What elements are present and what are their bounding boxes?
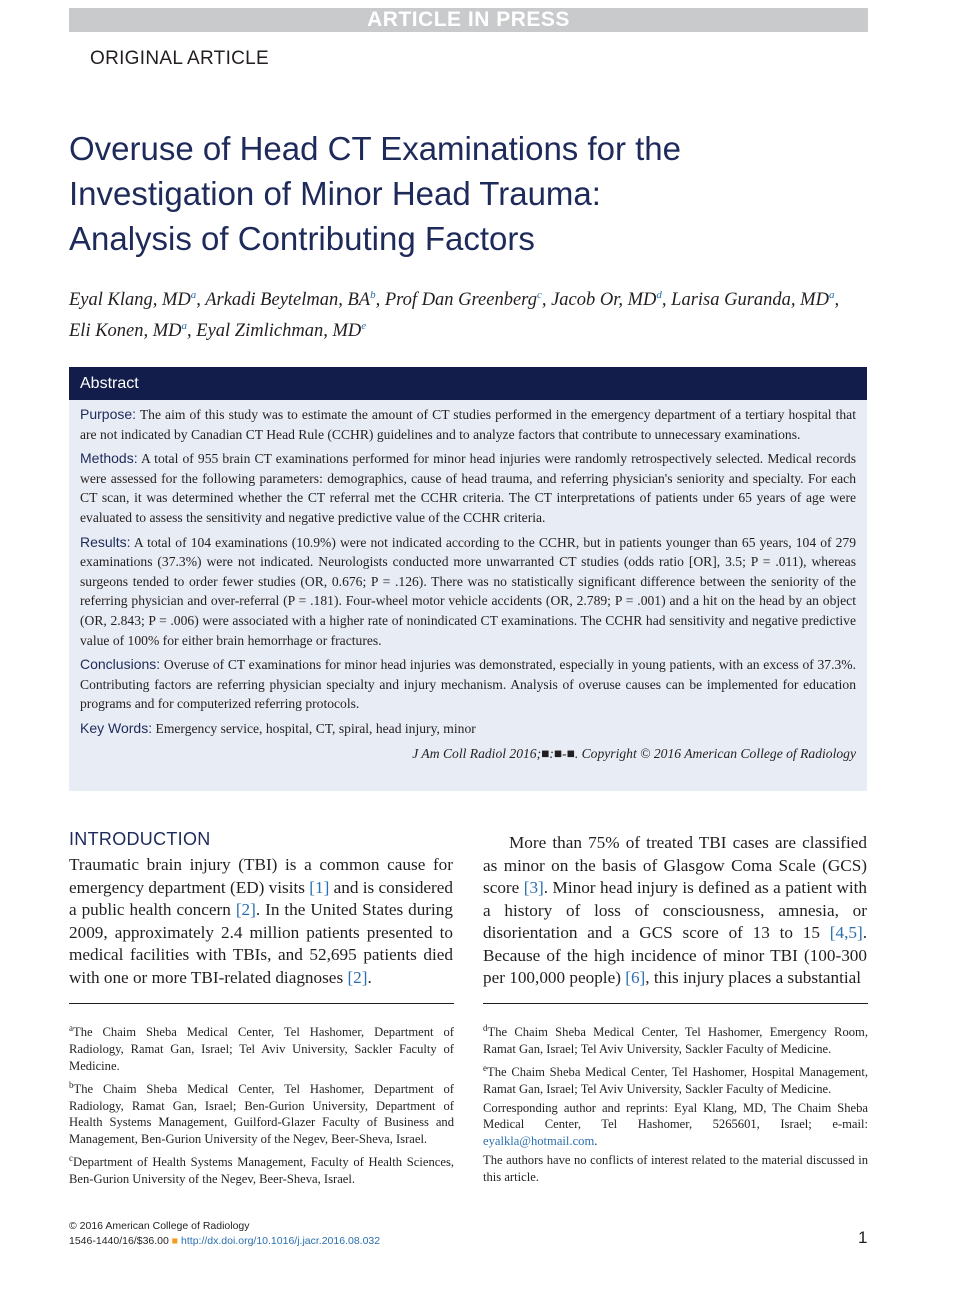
affiliation-mark[interactable]: d: [656, 289, 662, 301]
intro-left-column: [69, 854, 453, 989]
affiliation-footnote: $^a$The Chaim Sheba Medical Center, Tel Hashomer, Department of Radiology, Ramat Gan, Israel; Tel Aviv University, Sackler Faculty of Medicine.: [69, 1023, 454, 1073]
corresponding-author: [483, 1100, 868, 1150]
author-name: Eyal Zimlichman, MD: [196, 321, 362, 342]
methods-label: Methods:: [80, 450, 138, 467]
intro-right-column: [483, 832, 867, 990]
body-text: More than 75% of treated TBI cases are classified as minor on the basis of Glasgow Coma Scale (GCS) score: [483, 833, 867, 897]
author-list: Eyal Klang, $MD^a$, Arkadi Beytelman, $BA^b$, Prof Dan Greenberg$^c$, Jacob Or, $MD^d$, Larisa Guranda, $MD^a$, Eli Konen, $MD^a$, Eyal Zimlichman, MDe: [69, 289, 840, 342]
author-name: Eli Konen, MD: [69, 321, 182, 342]
copyright-notice: © 2016 American College of Radiology: [69, 1220, 250, 1232]
affiliation-mark[interactable]: a: [181, 320, 188, 333]
article-title: [69, 126, 869, 261]
footnote-text: The Chaim Sheba Medical Center, Tel Hashomer, Hospital Management, Ramat Gan, Israel; Tel Aviv University, Sackler Faculty of Medicine.: [483, 1064, 868, 1096]
methods-text: A total of 955 brain CT examinations performed for minor head injuries were randomly retrospectively selected. Medical records were assessed for the following parameters: demographics, cause of head trauma, and referring physician's seniority and specialty. For each CT scan, it was determined whether the CT referral met the CCHR criteria. The CT interpretations of patients under 65 years of age were evaluated to assess the sensitivity and negative predictive value of the CCHR criteria.: [80, 451, 857, 525]
footnote-divider: [69, 1003, 454, 1004]
body-text: . Because of the high incidence of minor TBI (100-300 per 100,000 people): [483, 923, 867, 987]
introduction-heading: INTRODUCTION: [69, 829, 211, 849]
issn: 1546-1440/16/$36.00: [69, 1235, 169, 1247]
body-text: . Minor head injury is defined as a patient with a history of loss of consciousness, amnesia, or disorientation and a GCS score of 13 to 15: [483, 878, 867, 942]
footnote-text: The Chaim Sheba Medical Center, Tel Hashomer, Department of Radiology, Ramat Gan, Israel; Tel Aviv University, Sackler Faculty of Medicine.: [69, 1025, 454, 1073]
footnote-divider: [483, 1003, 868, 1004]
abstract-keywords: [80, 719, 856, 739]
results-text: A total of 104 examinations (10.9%) were not indicated according to the CCHR, but in patients younger than 65 years, 104 of 279 examinations (37.3%) were not indicated. Neurologists conducted more unwarranted CT studies (odds ratio [OR], 3.5; P = .011), whereas surgeons tended to order fewer studies (OR, 0.676; P = .126). There was no statistically significant difference between the seniority of the referring physician and over-referral (P = .181). Four-wheel motor vehicle accidents (OR, 2.789; P = .001) and a hit on the head by an object (OR, 2.843; P = .006) were associated with a higher rate of nonindicated CT examinations. The CCHR had sensitivity and negative predictive value of 100% for either brain hemorrhage or fractures.: [80, 534, 856, 648]
abstract-box: [69, 367, 867, 791]
footnote-text: Corresponding author and reprints: Eyal Klang, MD, The Chaim Sheba Medical Center, Tel Hashomer, 5265601, Israel; e-mail:: [483, 1100, 868, 1132]
abstract-body: [69, 400, 867, 763]
abstract-methods: [80, 449, 856, 527]
affiliation-mark[interactable]: a: [828, 289, 835, 301]
purpose-text: The aim of this study was to estimate the amount of CT studies performed in the emergency department of a tertiary hospital that are not indicated by Canadian CT Head Rule (CCHR) guidelines and to analyze factors that contribute to unnecessary examinations.: [80, 407, 856, 442]
title-line: Investigation of Minor Head Trauma:: [69, 175, 601, 212]
keywords-label: Key Words:: [80, 719, 153, 736]
footnotes-right: [483, 1020, 868, 1188]
author-name: Larisa Guranda, MD: [671, 290, 829, 311]
reference-link[interactable]: [1]: [309, 877, 330, 897]
page-footer: [69, 1219, 380, 1249]
abstract-purpose: [80, 405, 856, 444]
reference-link[interactable]: [2]: [235, 900, 256, 919]
body-text: . In the United States during 2009, approximately 2.4 million patients presented to medical facilities with TBIs, and 52,695 patients died with one or more TBI-related diagnoses: [69, 900, 453, 987]
footnote-text: Department of Health Systems Management, Faculty of Health Sciences, Ben-Gurion University of the Negev, Beer-Sheva, Israel.: [69, 1155, 454, 1186]
abstract-results: [80, 533, 856, 651]
affiliation-mark[interactable]: a: [190, 289, 197, 301]
affiliation-footnote: $^e$The Chaim Sheba Medical Center, Tel Hashomer, Hospital Management, Ramat Gan, Israel; Tel Aviv University, Sackler Faculty of Medicine.: [483, 1062, 868, 1096]
affiliation-mark[interactable]: e: [361, 320, 367, 333]
abstract-heading: Abstract: [69, 367, 867, 400]
reference-link[interactable]: [2]: [347, 967, 368, 987]
author-name: Jacob Or, MD: [551, 290, 657, 311]
reference-link[interactable]: [4,5]: [829, 923, 863, 942]
email-link[interactable]: eyalkla@hotmail.com: [483, 1134, 595, 1149]
purpose-label: Purpose:: [80, 406, 137, 422]
doi-link[interactable]: http://dx.doi.org/10.1016/j.jacr.2016.08.032: [181, 1235, 381, 1247]
body-text: Traumatic brain injury (TBI) is a common cause for emergency department (ED) visits: [69, 855, 453, 897]
reference-link[interactable]: [3]: [523, 878, 544, 897]
title-line: Analysis of Contributing Factors: [69, 220, 535, 257]
results-label: Results:: [80, 533, 131, 550]
reference-link[interactable]: [6]: [625, 968, 646, 987]
body-text: and is considered a public health concern: [69, 877, 454, 919]
intro-paragraph: [69, 854, 453, 989]
author-name: Prof Dan Greenberg: [384, 290, 537, 311]
intro-paragraph: [483, 832, 867, 990]
footnotes-left: [69, 1020, 454, 1190]
journal-citation: J Am Coll Radiol 2016;■:■-■. Copyright © 2016 American College of Radiology: [412, 745, 856, 761]
author-name: Eyal Klang, MD: [69, 290, 191, 311]
conclusions-text: Overuse of CT examinations for minor head injuries was demonstrated, especially in young patients, with an excess of 37.3%. Contributing factors are referring physician specialty and injury mechanism. Analysis of overuse causes can be implemented for education programs and for computerized referring protocols.: [80, 657, 856, 712]
affiliation-footnote: $^b$The Chaim Sheba Medical Center, Tel Hashomer, Department of Radiology, Ramat Gan, Israel; Ben-Gurion University, Department of Health Systems Management, Guilford-Glazer Faculty of Business and Management, Ben-Gurion University of the Negev, Beer-Sheva, Israel.: [69, 1079, 454, 1147]
title-line: Overuse of Head CT Examinations for the: [69, 130, 682, 167]
author-name: Arkadi Beytelman, BA: [205, 290, 371, 311]
footnote-text: .: [594, 1134, 598, 1149]
page-number: 1: [858, 1228, 868, 1247]
issn-doi-line: [69, 1234, 380, 1249]
affiliation-mark[interactable]: c: [536, 289, 542, 301]
keywords-text: Emergency service, hospital, CT, spiral, head injury, minor: [155, 720, 476, 736]
footnote-text: The Chaim Sheba Medical Center, Tel Hashomer, Department of Radiology, Ramat Gan, Israel; Ben-Gurion University, Department of Health Systems Management, Guilford-Glazer Faculty of Business and Management, Ben-Gurion University of the Negev, Beer-Sheva, Israel.: [69, 1081, 454, 1147]
affiliation-footnote: $^d$The Chaim Sheba Medical Center, Tel Hashomer, Emergency Room, Ramat Gan, Israel; Tel Aviv University, Sackler Faculty of Medicine.: [483, 1023, 868, 1056]
conflict-statement: The authors have no conflicts of interest related to the material discussed in this article.: [483, 1152, 868, 1184]
body-text: , this injury places a substantial: [645, 968, 862, 987]
conclusions-label: Conclusions:: [80, 656, 161, 673]
separator-square: ■: [171, 1235, 179, 1247]
body-text: .: [367, 967, 372, 987]
section-label: ORIGINAL ARTICLE: [90, 48, 270, 69]
article-in-press-banner: ARTICLE IN PRESS: [69, 8, 868, 32]
affiliation-footnote: $^c$Department of Health Systems Management, Faculty of Health Sciences, Ben-Gurion University of the Negev, Beer-Sheva, Israel.: [69, 1152, 454, 1186]
affiliation-mark[interactable]: b: [370, 289, 376, 301]
footnote-text: The Chaim Sheba Medical Center, Tel Hashomer, Emergency Room, Ramat Gan, Israel; Tel Aviv University, Sackler Faculty of Medicine.: [483, 1025, 868, 1056]
abstract-conclusions: [80, 655, 856, 714]
